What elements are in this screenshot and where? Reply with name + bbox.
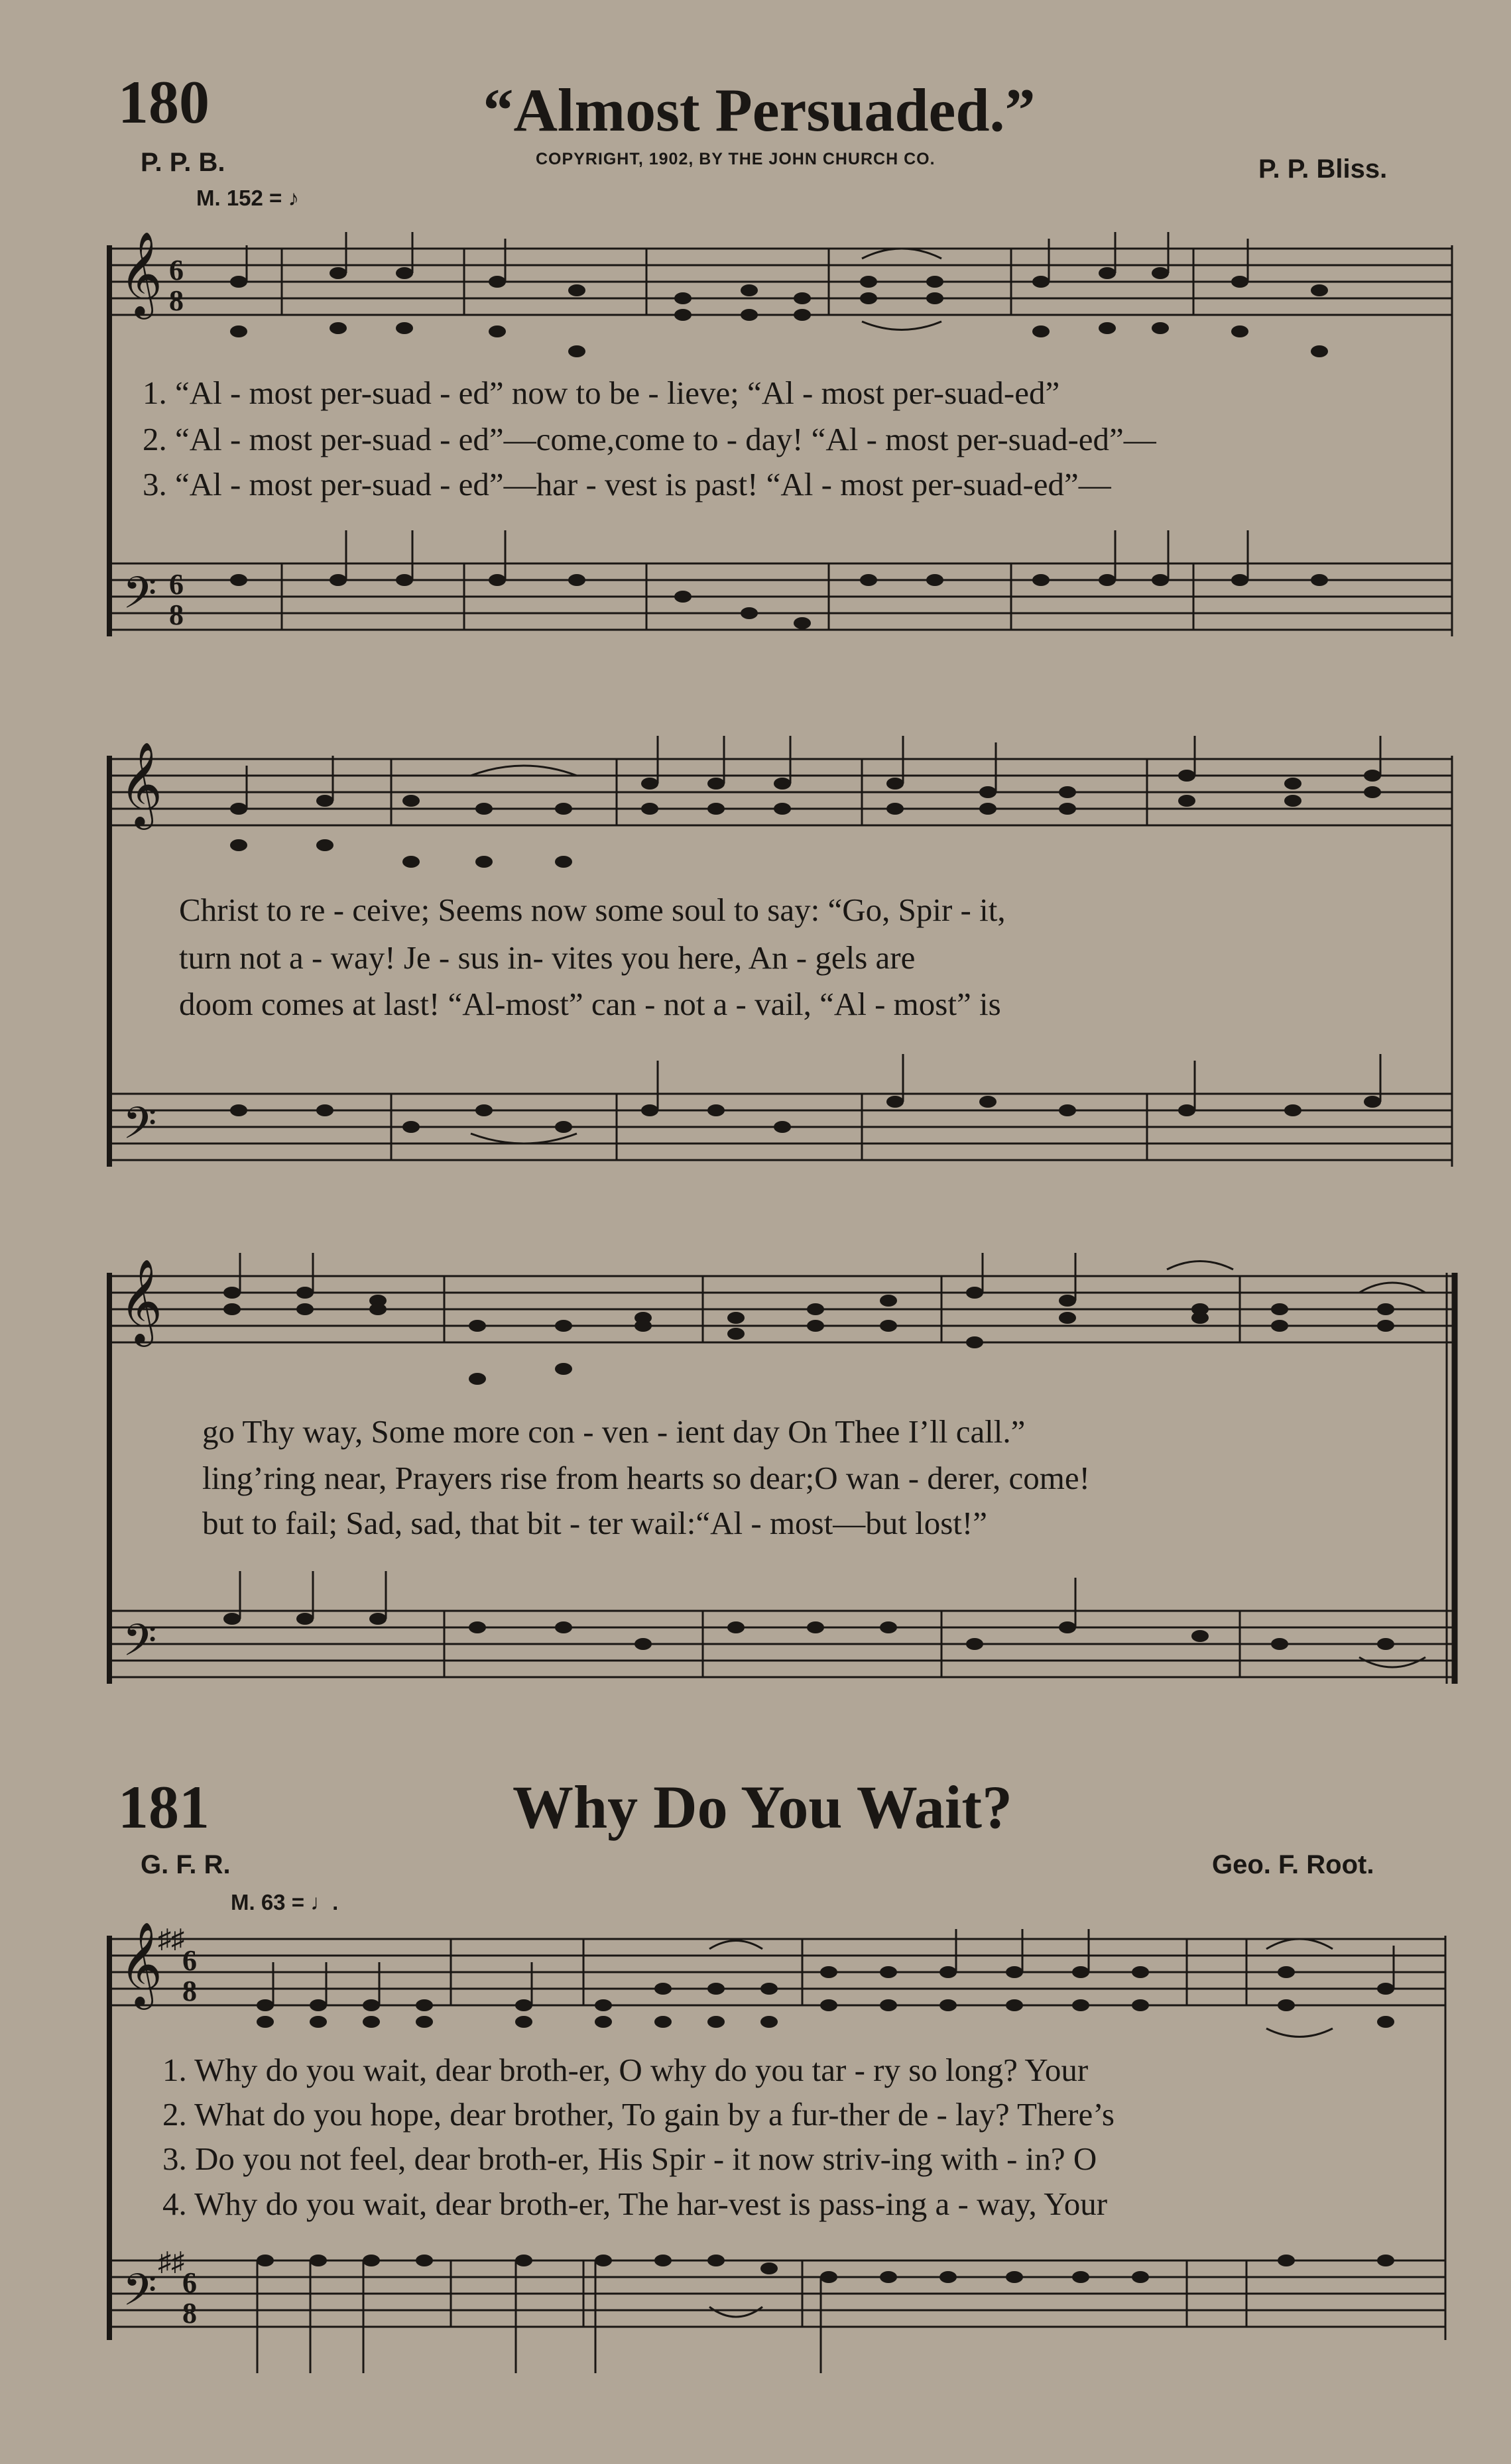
svg-text:𝄢: 𝄢 bbox=[123, 1615, 157, 1676]
lyric-line: 2. “Al - most per-suad - ed”—come,come to - day! “Al - most per-suad-ed”— bbox=[143, 421, 1156, 457]
lyric-line: 4. Why do you wait, dear broth-er, The har-vest is pass-ing a - way, Your bbox=[162, 2186, 1108, 2222]
svg-text:8: 8 bbox=[169, 599, 184, 631]
hymn-number: 180 bbox=[118, 68, 210, 136]
lyric-line: go Thy way, Some more con - ven - ient day On Thee I’ll call.” bbox=[202, 1413, 1026, 1450]
words-credit: P. P. B. bbox=[141, 148, 225, 177]
lyric-line: doom comes at last! “Al-most” can - not a - vail, “Al - most” is bbox=[179, 986, 1001, 1022]
treble-staff bbox=[109, 249, 1452, 315]
lyric-line: Christ to re - ceive; Seems now some soul to say: “Go, Spir - it, bbox=[179, 892, 1006, 928]
lyric-line: 1. Why do you wait, dear broth-er, O why do you tar - ry so long? Your bbox=[162, 2052, 1089, 2088]
svg-text:6: 6 bbox=[182, 2266, 197, 2299]
hymn-title: Why Do You Wait? bbox=[512, 1773, 1013, 1841]
svg-text:8: 8 bbox=[169, 284, 184, 317]
svg-text:𝄞: 𝄞 bbox=[119, 231, 163, 316]
music-credit: Geo. F. Root. bbox=[1212, 1850, 1374, 1879]
svg-text:𝄢: 𝄢 bbox=[123, 2264, 157, 2326]
copyright-notice: COPYRIGHT, 1902, BY THE JOHN CHURCH CO. bbox=[536, 150, 936, 168]
hymn-number: 181 bbox=[118, 1773, 210, 1841]
lyric-line: turn not a - way! Je - sus in- vites you here, An - gels are bbox=[179, 939, 916, 976]
tempo-marking: M. 152 = ♪ bbox=[196, 186, 299, 210]
tempo-marking: M. 63 = ♩. bbox=[231, 1890, 339, 1914]
svg-text:6: 6 bbox=[182, 1944, 197, 1977]
svg-text:𝄢: 𝄢 bbox=[123, 1098, 157, 1159]
lyric-line: but to fail; Sad, sad, that bit - ter wail:“Al - most—but lost!” bbox=[202, 1505, 987, 1541]
music-credit: P. P. Bliss. bbox=[1258, 154, 1388, 184]
hymn-title: “Almost Persuaded.” bbox=[483, 76, 1036, 144]
svg-text:𝄞: 𝄞 bbox=[119, 741, 163, 826]
lyric-line: 3. “Al - most per-suad - ed”—har - vest is past! “Al - most per-suad-ed”— bbox=[143, 466, 1111, 502]
svg-text:𝄞: 𝄞 bbox=[119, 1921, 163, 2006]
svg-text:𝄢: 𝄢 bbox=[123, 567, 157, 629]
svg-text:♯♯: ♯♯ bbox=[158, 2247, 184, 2276]
svg-text:6: 6 bbox=[169, 254, 184, 286]
bass-staff bbox=[109, 563, 1452, 630]
treble-staff bbox=[109, 1939, 1445, 2005]
lyric-line: 1. “Al - most per-suad - ed” now to be - lieve; “Al - most per-suad-ed” bbox=[143, 375, 1060, 411]
lyric-line: 2. What do you hope, dear brother, To gain by a fur-ther de - lay? There’s bbox=[162, 2096, 1115, 2133]
words-credit: G. F. R. bbox=[141, 1850, 231, 1879]
svg-text:8: 8 bbox=[182, 1975, 197, 2007]
svg-text:♯♯: ♯♯ bbox=[158, 1924, 184, 1954]
lyric-line: ling’ring near, Prayers rise from hearts so dear;O wan - derer, come! bbox=[202, 1460, 1090, 1496]
svg-text:𝄞: 𝄞 bbox=[119, 1258, 163, 1343]
svg-text:6: 6 bbox=[169, 568, 184, 601]
treble-staff bbox=[109, 759, 1452, 825]
lyric-line: 3. Do you not feel, dear broth-er, His Spir - it now striv-ing with - in? O bbox=[162, 2141, 1097, 2177]
svg-text:8: 8 bbox=[182, 2297, 197, 2329]
